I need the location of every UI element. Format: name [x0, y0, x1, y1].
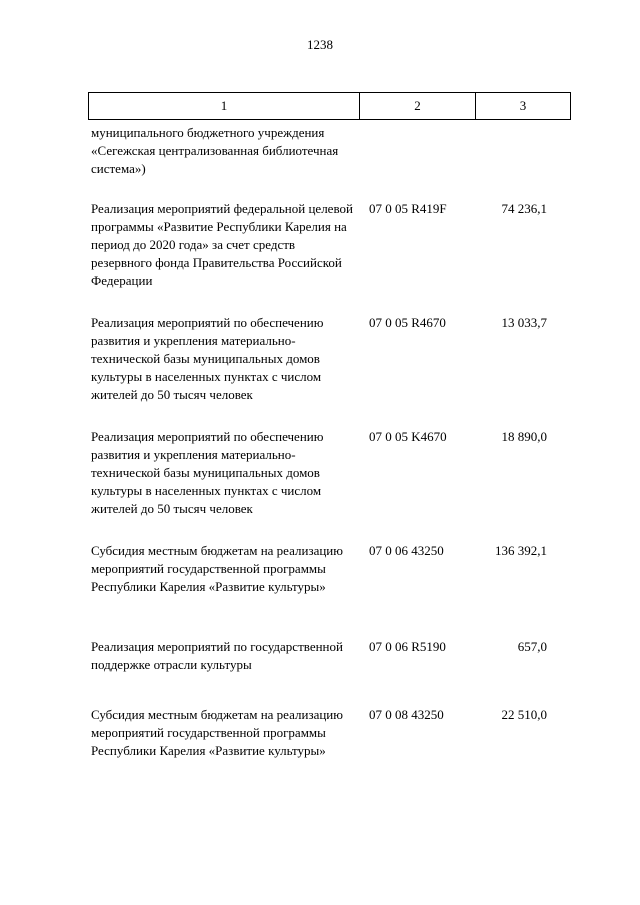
row-amount: 22 510,0 [501, 707, 547, 722]
table-row [0, 428, 640, 542]
row-code: 07 0 08 43250 [369, 707, 444, 722]
table-body [0, 124, 640, 802]
row-code: 07 0 05 K4670 [369, 429, 447, 444]
header-col-1: 1 [89, 93, 360, 119]
page-number: 1238 [307, 37, 333, 52]
row-description: Реализация мероприятий по обеспечению развития и укрепления материально-технической базы муниципальных домов культуры в населенных пунктах с числом жителей до 50 тысяч человек [91, 315, 324, 402]
row-description: Реализация мероприятий федеральной целевой программы «Развитие Республики Карелия на период до 2020 года» за счет средств резервного фонда Правительства Российской Федерации [91, 201, 353, 288]
row-amount: 13 033,7 [501, 315, 547, 330]
table-row [0, 314, 640, 428]
row-amount: 74 236,1 [501, 201, 547, 216]
table-row [0, 200, 640, 314]
header-col-2: 2 [360, 93, 476, 119]
table-row [0, 542, 640, 638]
row-code: 07 0 06 R5190 [369, 639, 446, 654]
row-amount: 136 392,1 [495, 543, 547, 558]
row-code: 07 0 05 R419F [369, 201, 447, 216]
table-header [88, 92, 571, 120]
row-amount: 657,0 [517, 639, 547, 654]
row-description: Реализация мероприятий по обеспечению развития и укрепления материально-технической базы муниципальных домов культуры в населенных пунктах с числом жителей до 50 тысяч человек [91, 429, 324, 516]
row-description: Субсидия местным бюджетам на реализацию мероприятий государственной программы Республики Карелия «Развитие культуры» [91, 543, 343, 594]
row-code: 07 0 06 43250 [369, 543, 444, 558]
row-amount: 18 890,0 [501, 429, 547, 444]
table-row [0, 124, 640, 200]
row-description: муниципального бюджетного учреждения «Сегежская централизованная библиотечная система») [91, 125, 339, 176]
table-row [0, 706, 640, 802]
row-code: 07 0 05 R4670 [369, 315, 446, 330]
row-description: Реализация мероприятий по государственной поддержке отрасли культуры [91, 639, 343, 672]
table-row [0, 638, 640, 706]
header-col-3: 3 [519, 98, 527, 113]
row-description: Субсидия местным бюджетам на реализацию мероприятий государственной программы Республики Карелия «Развитие культуры» [91, 707, 343, 758]
